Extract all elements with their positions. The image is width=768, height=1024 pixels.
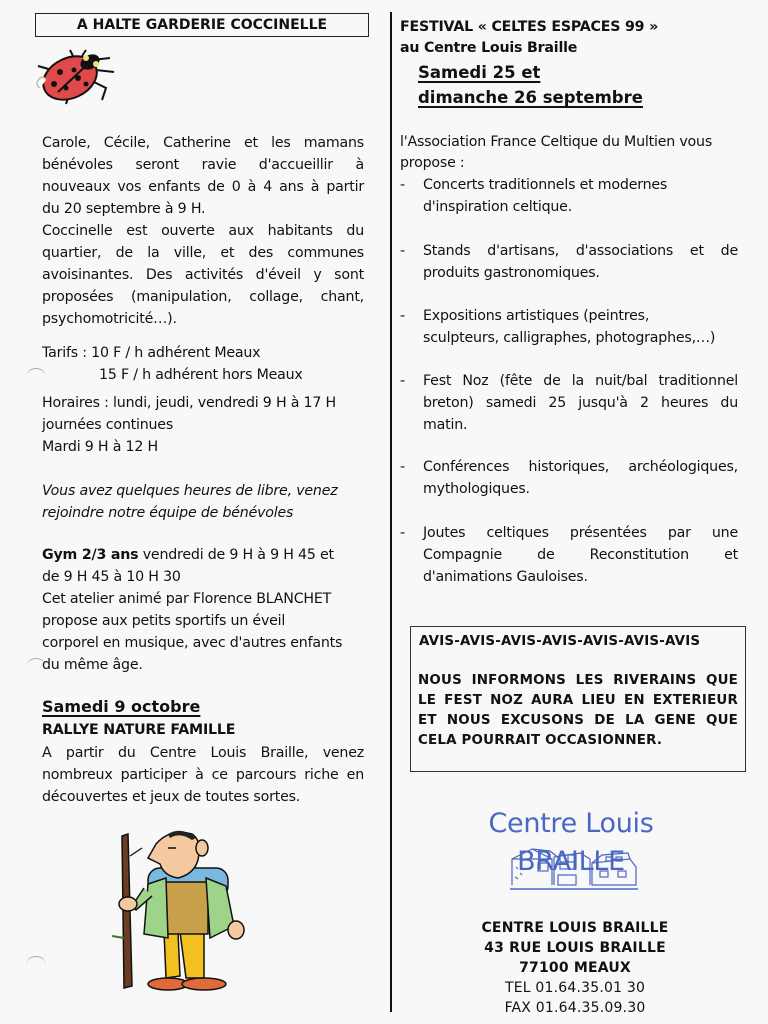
program-item-line: d'animations Gauloises. [423,569,588,585]
avis-line: LE FEST NOZ AURA LIEU EN EXTERIEUR [418,693,738,708]
avis-header: AVIS-AVIS-AVIS-AVIS-AVIS-AVIS-AVIS [419,634,701,649]
intro-line: psychomotricité…). [42,311,177,327]
bullet-dash: - [400,177,405,193]
intro-line: Coccinelle est ouverte aux habitants du [42,223,364,239]
intro-line: nouveaux vos enfants de 0 à 4 ans à partir [42,179,364,195]
association-line-1: l'Association France Celtique du Multien vous [400,134,713,150]
benevoles-line-1: Vous avez quelques heures de libre, venez [42,483,338,499]
gym-line-5: corporel en musique, avec d'autres enfants [42,635,343,651]
program-item-line: Conférences historiques, archéologiques, [423,459,738,475]
tarifs-line-1: Tarifs : 10 F / h adhérent Meaux [42,345,261,361]
program-item-line: Expositions artistiques (peintres, [423,308,650,324]
intro-line: bénévoles seront ravie d'accueillir à [42,157,364,173]
rallye-date: Samedi 9 octobre [42,697,201,716]
address-line-city: 77100 MEAUX [519,960,631,976]
program-item-line: Compagnie de Reconstitution et [423,547,738,563]
punch-hole-mark [26,956,46,973]
gym-line-3: Cet atelier animé par Florence BLANCHET [42,591,332,607]
avis-line: CELA POURRAIT OCCASIONNER. [418,733,663,748]
hiker-illustration [108,826,248,996]
punch-hole-mark [26,368,46,385]
intro-line: proposées (manipulation, collage, chant, [42,289,364,305]
avis-line: NOUS INFORMONS LES RIVERAINS QUE [418,673,738,688]
address-line-phone: TEL 01.64.35.01 30 [504,980,646,996]
gym-line-1 [42,544,364,566]
avis-line: ET NOUS EXCUSONS DE LA GENE QUE [418,713,738,728]
program-item-line: matin. [423,417,468,433]
horaires-line-2: journées continues [42,417,174,433]
program-item [400,305,738,349]
address-line-name: CENTRE LOUIS BRAILLE [481,920,669,936]
program-item-line: Fest Noz (fête de la nuit/bal traditionnel [423,373,738,389]
festival-date-line-2: dimanche 26 septembre [418,88,643,107]
intro-paragraph [42,132,364,330]
address-line-fax: FAX 01.64.35.09.30 [504,1000,646,1016]
centre-logo-text: Centre Louis BRAILLE [488,808,654,877]
bullet-dash: - [400,525,405,541]
program-item [400,456,738,500]
rallye-title: RALLYE NATURE FAMILLE [42,722,236,738]
halte-garderie-title: A HALTE GARDERIE COCCINELLE [35,13,369,37]
gym-line-4: propose aux petits sportifs un éveil [42,613,286,629]
program-item [400,370,738,436]
tarifs-line-2: 15 F / h adhérent hors Meaux [99,367,303,383]
ladybug-icon [30,48,120,110]
rallye-line: découvertes et jeux de toutes sortes. [42,789,301,805]
festival-place: au Centre Louis Braille [400,40,578,56]
gym-label: Gym 2/3 ans [42,547,139,563]
program-item-line: breton) samedi 25 jusqu'à 2 heures du [423,395,738,411]
intro-line: quartier, de la ville, et des communes [42,245,364,261]
address-line-street: 43 RUE LOUIS BRAILLE [484,940,666,956]
rallye-line: nombreux participer à ce parcours riche en [42,767,364,783]
gym-line-2: de 9 H 45 à 10 H 30 [42,569,181,585]
horaires-line-1: Horaires : lundi, jeudi, vendredi 9 H à 17 H [42,395,336,411]
avis-notice-box [410,626,746,772]
program-item-line: d'inspiration celtique. [423,199,573,215]
program-item [400,240,738,284]
program-item-line: Stands d'artisans, d'associations et de [423,243,738,259]
program-item-line: Joutes celtiques présentées par une [423,525,738,541]
program-item [400,522,738,588]
festival-title: FESTIVAL « CELTES ESPACES 99 » [400,19,659,35]
association-line-2: propose : [400,155,465,171]
festival-date-line-1: Samedi 25 et [418,63,541,82]
program-item [400,174,738,218]
bullet-dash: - [400,459,405,475]
bullet-dash: - [400,373,405,389]
intro-line: du 20 septembre à 9 H. [42,201,206,217]
program-item-line: sculpteurs, calligraphes, photographes,…) [423,330,716,346]
avis-body [418,671,738,751]
benevoles-line-2: rejoindre notre équipe de bénévoles [42,505,294,521]
intro-line: avoisinantes. Des activités d'éveil y sont [42,267,364,283]
program-item-line: mythologiques. [423,481,530,497]
rallye-paragraph [42,742,364,808]
program-item-line: produits gastronomiques. [423,265,600,281]
horaires-line-3: Mardi 9 H à 12 H [42,439,158,455]
column-divider [390,12,392,1012]
bullet-dash: - [400,243,405,259]
gym-line-6: du même âge. [42,657,143,673]
bullet-dash: - [400,308,405,324]
rallye-line: A partir du Centre Louis Braille, venez [42,745,364,761]
intro-line: Carole, Cécile, Catherine et les mamans [42,135,364,151]
building-logo-icon [510,845,638,891]
program-item-line: Concerts traditionnels et modernes [423,177,668,193]
gym-schedule: vendredi de 9 H à 9 H 45 et [138,547,334,563]
